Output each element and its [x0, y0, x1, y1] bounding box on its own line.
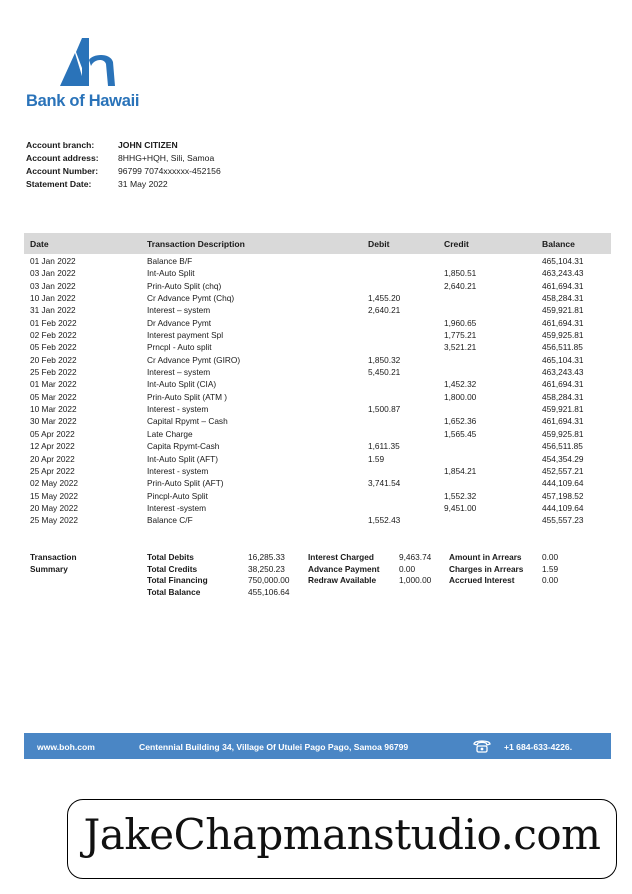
txn-description: Int-Auto Split (CIA) [147, 379, 217, 390]
txn-description: Capital Rpymt – Cash [147, 416, 228, 427]
txn-debit: 3,741.54 [368, 478, 401, 489]
txn-balance: 456,511.85 [542, 441, 583, 452]
txn-date: 01 Feb 2022 [30, 317, 77, 328]
interest-charged-label: Interest Charged [308, 552, 374, 562]
txn-balance: 459,921.81 [542, 404, 584, 415]
txn-balance: 455,557.23 [542, 515, 584, 526]
txn-debit: 1,611.35 [368, 441, 400, 452]
txn-date: 05 Apr 2022 [30, 428, 75, 439]
bank-name: Bank of Hawaii [26, 92, 140, 110]
txn-debit: 1.59 [368, 453, 385, 464]
txn-debit: 2,640.21 [368, 305, 401, 316]
txn-debit: 1,455.20 [368, 293, 401, 304]
txn-date: 02 Feb 2022 [30, 330, 77, 341]
account-number-label: Account Number: [26, 166, 99, 176]
txn-date: 25 Apr 2022 [30, 465, 75, 476]
txn-credit: 2,640.21 [444, 280, 477, 291]
txn-balance: 444,109.64 [542, 478, 584, 489]
txn-balance: 461,694.31 [542, 280, 584, 291]
table-row [24, 255, 611, 267]
txn-date: 20 May 2022 [30, 502, 78, 513]
table-row [24, 440, 611, 452]
txn-date: 03 Jan 2022 [30, 280, 76, 291]
redraw-available-value: 1,000.00 [399, 575, 432, 585]
txn-debit: 1,552.43 [368, 515, 401, 526]
redraw-available-label: Redraw Available [308, 575, 377, 585]
txn-credit: 1,800.00 [444, 391, 477, 402]
accrued-interest-value: 0.00 [542, 575, 559, 585]
txn-description: Capita Rpymt-Cash [147, 441, 220, 452]
table-row [24, 354, 611, 366]
txn-balance: 457,198.52 [542, 490, 584, 501]
txn-balance: 452,557.21 [542, 465, 584, 476]
transactions-table-header [24, 233, 611, 254]
amount-in-arrears-label: Amount in Arrears [449, 552, 522, 562]
txn-description: Prin-Auto Split (AFT) [147, 478, 224, 489]
advance-payment-label: Advance Payment [308, 563, 380, 574]
table-row [24, 329, 611, 341]
account-branch-label: Account branch: [26, 140, 95, 150]
table-row [24, 292, 611, 304]
table-row [24, 477, 611, 489]
interest-charged-value: 9,463.74 [399, 552, 432, 562]
txn-balance: 463,243.43 [542, 268, 584, 279]
table-row [24, 267, 611, 279]
txn-credit: 1,854.21 [444, 465, 477, 476]
txn-date: 10 Mar 2022 [30, 404, 77, 415]
txn-description: Prncpl - Auto split [147, 342, 212, 353]
table-row [24, 304, 611, 316]
header-balance: Balance [542, 239, 575, 249]
txn-balance: 459,925.81 [542, 428, 584, 439]
txn-date: 02 May 2022 [30, 478, 78, 489]
statement-date-label: Statement Date: [26, 179, 92, 189]
header-date: Date [30, 239, 49, 249]
txn-date: 25 May 2022 [30, 515, 78, 526]
table-row [24, 453, 611, 465]
txn-date: 10 Jan 2022 [30, 293, 76, 304]
txn-description: Late Charge [147, 428, 193, 439]
txn-balance: 461,694.31 [542, 416, 584, 427]
account-number-value: 96799 7074xxxxxx-452156 [118, 166, 221, 176]
txn-balance: 458,284.31 [542, 293, 584, 304]
txn-description: Interest payment Spl [147, 330, 224, 341]
table-row [24, 317, 611, 329]
txn-description: Cr Advance Pymt (GIRO) [147, 354, 241, 365]
total-financing-value: 750,000.00 [248, 575, 290, 585]
txn-date: 20 Feb 2022 [30, 354, 77, 365]
transactions-table-body [24, 255, 611, 527]
total-balance-value: 455,106.64 [248, 586, 290, 597]
txn-debit: 1,500.87 [368, 404, 401, 415]
account-address-value: 8HHG+HQH, Sili, Samoa [118, 153, 215, 163]
txn-credit: 1,775.21 [444, 330, 477, 341]
header-description: Transaction Description [147, 239, 245, 249]
txn-description: Balance C/F [147, 515, 193, 526]
txn-date: 05 Mar 2022 [30, 391, 77, 402]
footer-bar [24, 733, 611, 759]
total-debits-label: Total Debits [147, 552, 194, 562]
txn-description: Prin-Auto Split (chq) [147, 280, 222, 291]
charges-in-arrears-value: 1.59 [542, 563, 559, 574]
summary-title-line1: Transaction [30, 552, 77, 562]
table-row [24, 514, 611, 526]
txn-date: 03 Jan 2022 [30, 268, 76, 279]
txn-balance: 459,925.81 [542, 330, 584, 341]
total-balance-label: Total Balance [147, 586, 201, 597]
table-row [24, 403, 611, 415]
txn-date: 30 Mar 2022 [30, 416, 77, 427]
bank-of-hawaii-h-logo-icon [60, 38, 120, 88]
total-credits-label: Total Credits [147, 563, 198, 574]
txn-date: 01 Mar 2022 [30, 379, 77, 390]
txn-credit: 9,451.00 [444, 502, 477, 513]
total-credits-value: 38,250.23 [248, 563, 285, 574]
table-row [24, 428, 611, 440]
txn-balance: 465,104.31 [542, 256, 584, 266]
table-row [24, 490, 611, 502]
table-row [24, 366, 611, 378]
account-address-label: Account address: [26, 153, 99, 163]
txn-date: 01 Jan 2022 [30, 256, 76, 266]
table-row [24, 502, 611, 514]
txn-description: Pincpl-Auto Split [147, 490, 208, 501]
txn-balance: 461,694.31 [542, 379, 584, 390]
total-financing-label: Total Financing [147, 575, 208, 585]
txn-description: Cr Advance Pymt (Chq) [147, 293, 235, 304]
account-details [26, 139, 221, 191]
txn-credit: 1,565.45 [444, 428, 477, 439]
txn-credit: 1,452.32 [444, 379, 477, 390]
txn-debit: 5,450.21 [368, 367, 401, 378]
watermark-box [67, 799, 617, 879]
txn-description: Prin-Auto Split (ATM ) [147, 391, 228, 402]
txn-balance: 454,354.29 [542, 453, 584, 464]
txn-balance: 458,284.31 [542, 391, 584, 402]
amount-in-arrears-value: 0.00 [542, 552, 559, 562]
footer-phone[interactable]: +1 684-633-4226. [504, 742, 573, 752]
table-row [24, 415, 611, 427]
txn-date: 31 Jan 2022 [30, 305, 76, 316]
accrued-interest-label: Accrued Interest [449, 575, 515, 585]
header-debit: Debit [368, 239, 390, 249]
txn-description: Balance B/F [147, 256, 193, 266]
txn-credit: 3,521.21 [444, 342, 477, 353]
account-branch-value: JOHN CITIZEN [118, 140, 178, 150]
watermark-text: JakeChapmanstudio.com [83, 810, 601, 859]
summary-title-line2: Summary [30, 564, 68, 574]
header-credit: Credit [444, 239, 469, 249]
txn-date: 12 Apr 2022 [30, 441, 75, 452]
txn-balance: 444,109.64 [542, 502, 584, 513]
txn-balance: 465,104.31 [542, 354, 584, 365]
footer-address: Centennial Building 34, Village Of Utulei Pago Pago, Samoa 96799 [139, 742, 409, 752]
table-row [24, 465, 611, 477]
statement-date-value: 31 May 2022 [118, 179, 168, 189]
txn-debit: 1,850.32 [368, 354, 401, 365]
txn-description: Dr Advance Pymt [147, 317, 212, 328]
txn-description: Interest - system [147, 465, 209, 476]
table-row [24, 391, 611, 403]
txn-date: 20 Apr 2022 [30, 453, 75, 464]
bank-logo [26, 38, 156, 110]
table-row [24, 280, 611, 292]
txn-balance: 456,511.85 [542, 342, 583, 353]
txn-balance: 461,694.31 [542, 317, 584, 328]
table-row [24, 341, 611, 353]
txn-date: 15 May 2022 [30, 490, 78, 501]
txn-description: Interest -system [147, 502, 207, 513]
telephone-icon [472, 738, 492, 754]
txn-date: 25 Feb 2022 [30, 367, 77, 378]
total-debits-value: 16,285.33 [248, 552, 285, 562]
footer-website-link[interactable]: www.boh.com [37, 742, 95, 752]
advance-payment-value: 0.00 [399, 563, 416, 574]
txn-credit: 1,960.65 [444, 317, 477, 328]
txn-balance: 459,921.81 [542, 305, 584, 316]
txn-description: Int-Auto Split [147, 268, 195, 279]
txn-description: Interest - system [147, 404, 209, 415]
txn-credit: 1,552.32 [444, 490, 477, 501]
txn-balance: 463,243.43 [542, 367, 584, 378]
charges-in-arrears-label: Charges in Arrears [449, 563, 524, 574]
txn-description: Interest – system [147, 305, 211, 316]
txn-description: Interest – system [147, 367, 211, 378]
txn-credit: 1,652.36 [444, 416, 477, 427]
txn-credit: 1,850.51 [444, 268, 477, 279]
txn-date: 05 Feb 2022 [30, 342, 77, 353]
table-row [24, 378, 611, 390]
txn-description: Int-Auto Split (AFT) [147, 453, 219, 464]
